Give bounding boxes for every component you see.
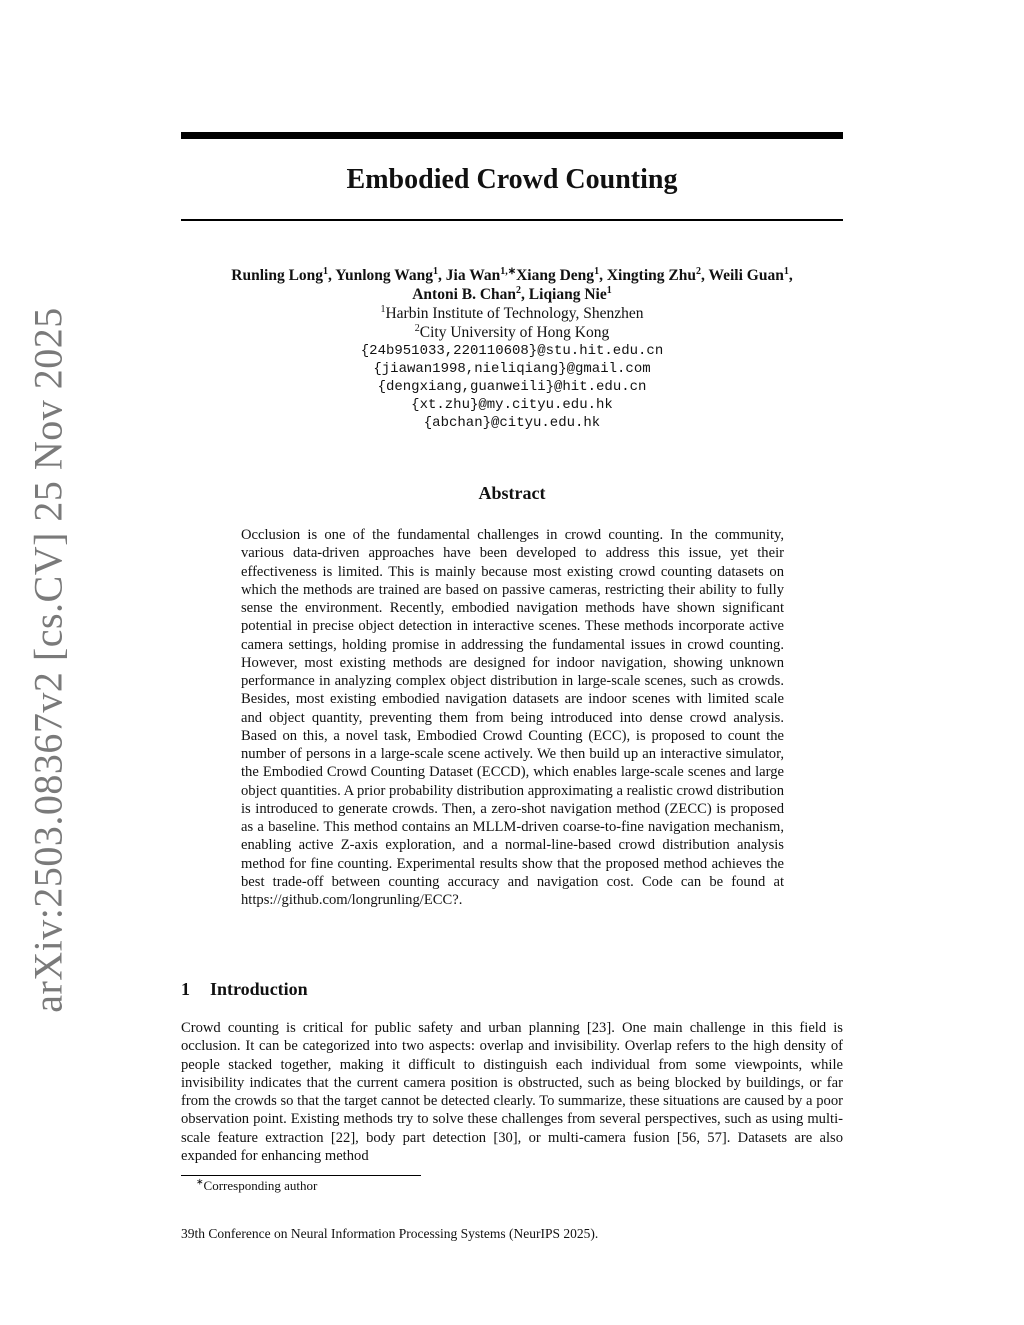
email-line: {24b951033,220110608}@stu.hit.edu.cn [360, 343, 664, 359]
section-heading [181, 977, 843, 1001]
email-line: {jiawan1998,nieliqiang}@gmail.com [373, 361, 651, 377]
footnote [196, 1177, 317, 1195]
footnote-text: Corresponding author [203, 1178, 318, 1193]
author: Liqiang Nie$^1$ [528, 284, 612, 303]
author: Jia Wan$^{1,∗}$ [445, 265, 517, 284]
author: Runling Long$^1$ [231, 265, 329, 284]
title-top-rule [181, 132, 843, 139]
footnote-rule [181, 1175, 421, 1176]
affiliation: $^2$City University of Hong Kong [414, 322, 610, 341]
affiliation: $^1$Harbin Institute of Technology, Shenzhen [380, 303, 644, 322]
title-bottom-rule [181, 219, 843, 221]
author-list: Runling Long$^1$, Yunlong Wang$^1$, Jia Wan$^{1,∗}$Xiang Deng$^1$, Xingting Zhu$^2$, Weili Guan$^1$, Antoni B. Chan$^2$, Liqiang Nie$^1$ [231, 265, 793, 303]
email-line: {xt.zhu}@my.cityu.edu.hk [411, 397, 613, 413]
footnote-mark: ∗ [196, 1176, 204, 1187]
author: Weili Guan$^1$ [708, 265, 789, 284]
email-line: {abchan}@cityu.edu.hk [423, 415, 601, 431]
section-title: Introduction [210, 979, 308, 999]
author: Xiang Deng$^1$ [516, 265, 600, 284]
section-number: 1 [181, 979, 190, 999]
author: Antoni B. Chan$^2$ [412, 284, 522, 303]
author-block [181, 266, 843, 432]
introduction-text: Crowd counting is critical for public safety and urban planning [23]. One main challenge in this field is occlusion. It can be categorized into two aspects: overlap and invisibility. Overlap refers to the high density of people stacked together, making it difficult to distinguish each individual from some viewpoints, while invisibility indicates that the current camera position is obstructed, such as being blocked by buildings, or far from the crowds so that the target cannot be detected clearly. To summarize, these situations are caused by a poor observation point. Existing methods try to solve these challenges from several perspectives, such as using multi-scale feature extraction [22], body part detection [30], or multi-camera fusion [56, 57]. Datasets are also expanded for enhancing method [181, 1020, 843, 1165]
paper-title: Embodied Crowd Counting [346, 164, 678, 195]
conference-note: 39th Conference on Neural Information Processing Systems (NeurIPS 2025). [181, 1226, 599, 1241]
author: Xingting Zhu$^2$ [606, 265, 701, 284]
abstract-heading: Abstract [478, 483, 546, 503]
email-line: {dengxiang,guanweili}@hit.edu.cn [377, 379, 647, 395]
author: Yunlong Wang$^1$ [335, 265, 439, 284]
abstract-text: Occlusion is one of the fundamental challenges in crowd counting. In the community, various data-driven approaches have been developed to address this issue, yet their effectiveness is limited. This is mainly because most existing crowd counting datasets on which the methods are trained are based on passive cameras, restricting their ability to fully sense the environment. Recently, embodied navigation methods have shown significant potential in precise object detection in interactive scenes. These methods incorporate active camera settings, holding promise in addressing the fundamental issues in crowd counting. However, most existing methods are designed for indoor navigation, showing unknown performance in analyzing complex object distribution in large-scale scenes, such as crowds. Besides, most existing embodied navigation datasets are indoor scenes with limited scale and object quantity, preventing them from being introduced into dense crowd analysis. Based on this, a novel task, Embodied Crowd Counting (ECC), is proposed to count the number of persons in a large-scale scene actively. We then build up an interactive simulator, the Embodied Crowd Counting Dataset (ECCD), which enables large-scale scenes and large object quantities. A prior probability distribution approximating a realistic crowd distribution is introduced to generate crowds. Then, a zero-shot navigation method (ZECC) is proposed as a baseline. This method contains an MLLM-driven coarse-to-fine navigation mechanism, enabling active Z-axis exploration, and a normal-line-based crowd distribution analysis method for fine counting. Experimental results show that the proposed method achieves the best trade-off between counting accuracy and navigation cost. Code can be found at https://github.com/longrunling/ECC?. [241, 527, 784, 908]
arxiv-identifier: arXiv:2503.08367v2 [cs.CV] 25 Nov 2025 [25, 307, 71, 1013]
